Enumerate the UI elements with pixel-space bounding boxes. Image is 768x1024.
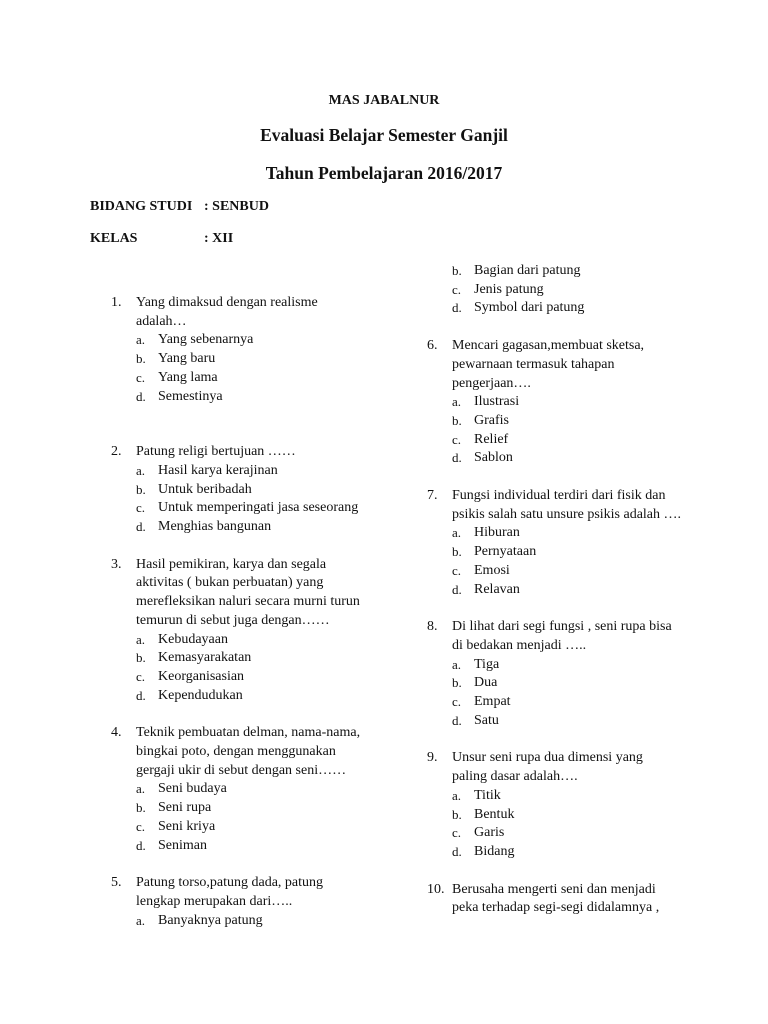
question-text-line: Teknik pembuatan delman, nama-nama, <box>136 725 361 741</box>
answer-option <box>452 824 697 843</box>
question-number: 3. <box>111 556 122 572</box>
question-text-line: pengerjaan…. <box>452 375 531 391</box>
option-letter: c. <box>452 431 462 447</box>
answer-option <box>452 712 697 731</box>
question-text-line: adalah… <box>136 313 187 329</box>
class-label: KELAS <box>90 231 138 246</box>
option-letter: b. <box>452 675 462 691</box>
option-text: Yang lama <box>158 369 218 385</box>
question-spacer <box>111 705 371 724</box>
question-text-line: bingkai poto, dengan menggunakan <box>136 744 336 760</box>
option-text: Semestinya <box>158 388 223 404</box>
question-number: 4. <box>111 725 122 741</box>
question-text-line: gergaji ukir di sebut dengan seni…… <box>136 762 347 778</box>
answer-option <box>452 674 697 693</box>
option-letter: b. <box>136 650 146 666</box>
option-text: Satu <box>474 712 499 728</box>
left-column <box>111 294 371 930</box>
answer-option <box>136 462 371 481</box>
question-item <box>427 337 697 468</box>
option-text: Titik <box>474 787 501 803</box>
option-letter: b. <box>136 351 146 367</box>
question-text-line: Yang dimaksud dengan realisme <box>136 295 318 310</box>
answer-option <box>136 331 371 350</box>
option-letter: b. <box>452 544 462 560</box>
option-letter: c. <box>136 369 146 385</box>
question-spacer <box>111 406 371 443</box>
answer-option <box>136 818 371 837</box>
option-letter: b. <box>136 800 146 816</box>
answer-option <box>452 562 697 581</box>
option-text: Untuk memperingati jasa seseorang <box>158 500 359 516</box>
option-letter: d. <box>452 581 462 597</box>
option-letter: d. <box>136 837 146 853</box>
answer-option <box>136 350 371 369</box>
option-letter: b. <box>136 481 146 497</box>
question-spacer <box>427 599 697 618</box>
question-text-line: Hasil pemikiran, karya dan segala <box>136 556 327 572</box>
option-text: Kebudayaan <box>158 631 228 647</box>
option-letter: a. <box>136 912 146 928</box>
question-number: 9. <box>427 750 438 766</box>
option-text: Dua <box>474 675 498 691</box>
answer-option <box>136 799 371 818</box>
option-letter: d. <box>452 450 462 466</box>
question-spacer <box>427 318 697 337</box>
subject-value: : SENBUD <box>204 199 269 214</box>
answer-option <box>452 431 697 450</box>
option-letter: a. <box>452 525 462 541</box>
question-number: 1. <box>111 295 122 310</box>
option-text: Garis <box>474 825 505 841</box>
option-text: Grafis <box>474 412 509 428</box>
option-letter: b. <box>452 263 462 278</box>
question-number: 6. <box>427 338 438 354</box>
question-text-line: psikis salah satu unsure psikis adalah …. <box>452 506 682 522</box>
option-text: Yang sebenarnya <box>158 332 254 348</box>
option-text: Tiga <box>474 656 500 672</box>
question-text-line: Patung torso,patung dada, patung <box>136 875 324 891</box>
answer-option <box>452 449 697 468</box>
answer-option <box>452 543 697 562</box>
question-number: 5. <box>111 875 122 891</box>
option-letter: b. <box>452 412 462 428</box>
school-name: MAS JABALNUR <box>328 93 440 108</box>
question-item <box>427 881 697 918</box>
option-text: Symbol dari patung <box>474 300 585 316</box>
answer-option <box>452 262 697 281</box>
answer-option <box>136 837 371 856</box>
question-item <box>427 749 697 861</box>
question-text-line: peka terhadap segi-segi didalamnya , <box>452 900 660 916</box>
option-text: Empat <box>474 694 511 710</box>
academic-year: Tahun Pembelajaran 2016/2017 <box>265 163 503 183</box>
question-item <box>111 443 371 537</box>
continued-options <box>427 262 697 318</box>
question-text-line: Di lihat dari segi fungsi , seni rupa bisa <box>452 619 672 635</box>
question-text-line: di bedakan menjadi ….. <box>452 637 587 653</box>
option-text: Jenis patung <box>474 281 544 297</box>
option-text: Keorganisasian <box>158 668 245 684</box>
option-text: Bidang <box>474 843 515 859</box>
right-column <box>427 262 697 918</box>
subject-row <box>90 199 269 215</box>
answer-option <box>452 581 697 600</box>
answer-option <box>452 843 697 862</box>
option-text: Hiburan <box>474 525 520 541</box>
option-letter: c. <box>136 500 146 516</box>
question-text-line: temurun di sebut juga dengan…… <box>136 612 330 628</box>
question-number: 8. <box>427 619 438 635</box>
answer-option <box>452 524 697 543</box>
option-letter: a. <box>452 656 462 672</box>
option-text: Untuk beribadah <box>158 481 252 497</box>
option-text: Hasil karya kerajinan <box>158 462 278 478</box>
question-item <box>111 294 371 406</box>
option-text: Kependudukan <box>158 687 243 703</box>
option-letter: c. <box>452 825 462 841</box>
question-text-line: aktivitas ( bukan perbuatan) yang <box>136 575 324 591</box>
option-text: Emosi <box>474 562 510 578</box>
option-text: Menghias bangunan <box>158 519 272 535</box>
option-text: Bagian dari patung <box>474 263 581 278</box>
question-spacer <box>427 730 697 749</box>
answer-option <box>452 787 697 806</box>
question-text-line: Patung religi bertujuan …… <box>136 444 296 460</box>
question-spacer <box>111 537 371 556</box>
question-number: 2. <box>111 444 122 460</box>
option-text: Seniman <box>158 837 207 853</box>
answer-option <box>136 649 371 668</box>
question-item <box>427 487 697 599</box>
option-letter: d. <box>452 712 462 728</box>
question-text-line: pewarnaan termasuk tahapan <box>452 356 615 372</box>
question-text-line: paling dasar adalah…. <box>452 769 578 785</box>
option-letter: a. <box>452 394 462 410</box>
answer-option <box>452 806 697 825</box>
option-text: Banyaknya patung <box>158 912 263 928</box>
option-letter: c. <box>136 668 146 684</box>
option-letter: c. <box>452 694 462 710</box>
answer-option <box>452 693 697 712</box>
answer-option <box>136 499 371 518</box>
answer-option <box>136 687 371 706</box>
option-letter: a. <box>136 332 146 348</box>
option-letter: d. <box>136 519 146 535</box>
option-letter: d. <box>452 300 462 316</box>
question-text-line: merefleksikan naluri secara murni turun <box>136 594 360 610</box>
question-text-line: Mencari gagasan,membuat sketsa, <box>452 338 645 354</box>
class-row <box>90 231 233 247</box>
question-text-line: Unsur seni rupa dua dimensi yang <box>452 750 643 766</box>
question-text-line: Berusaha mengerti seni dan menjadi <box>452 881 656 897</box>
option-text: Bentuk <box>474 806 515 822</box>
question-spacer <box>427 468 697 487</box>
option-text: Ilustrasi <box>474 394 520 410</box>
option-letter: a. <box>452 787 462 803</box>
answer-option <box>452 393 697 412</box>
option-letter: a. <box>136 631 146 647</box>
option-text: Yang baru <box>158 351 216 367</box>
question-spacer <box>111 855 371 874</box>
question-number: 7. <box>427 488 438 504</box>
answer-option <box>452 412 697 431</box>
option-letter: c. <box>452 281 462 297</box>
question-item <box>427 618 697 730</box>
question-number: 10. <box>427 881 445 897</box>
answer-option <box>136 631 371 650</box>
class-value: : XII <box>204 231 234 246</box>
question-spacer <box>427 862 697 881</box>
option-letter: c. <box>136 818 146 834</box>
option-text: Sablon <box>474 450 513 466</box>
option-text: Seni kriya <box>158 818 216 834</box>
option-text: Kemasyarakatan <box>158 650 252 666</box>
option-text: Relief <box>474 431 509 447</box>
option-text: Relavan <box>474 581 520 597</box>
answer-option <box>136 388 371 407</box>
option-letter: d. <box>136 687 146 703</box>
answer-option <box>136 518 371 537</box>
answer-option <box>452 656 697 675</box>
answer-option <box>452 299 697 318</box>
question-item <box>111 874 371 930</box>
answer-option <box>136 668 371 687</box>
answer-option <box>452 281 697 300</box>
option-letter: a. <box>136 462 146 478</box>
question-item <box>111 556 371 706</box>
option-letter: d. <box>136 388 146 404</box>
option-text: Pernyataan <box>474 544 537 560</box>
option-letter: c. <box>452 562 462 578</box>
option-text: Seni budaya <box>158 781 227 797</box>
answer-option <box>136 780 371 799</box>
option-text: Seni rupa <box>158 800 212 816</box>
question-item <box>111 724 371 855</box>
answer-option <box>136 912 371 931</box>
question-text-line: lengkap merupakan dari….. <box>136 893 293 909</box>
exam-title: Evaluasi Belajar Semester Ganjil <box>260 125 508 145</box>
answer-option <box>136 369 371 388</box>
question-text-line: Fungsi individual terdiri dari fisik dan <box>452 488 666 504</box>
option-letter: a. <box>136 781 146 797</box>
subject-label: BIDANG STUDI <box>90 199 193 214</box>
option-letter: b. <box>452 806 462 822</box>
answer-option <box>136 481 371 500</box>
option-letter: d. <box>452 843 462 859</box>
